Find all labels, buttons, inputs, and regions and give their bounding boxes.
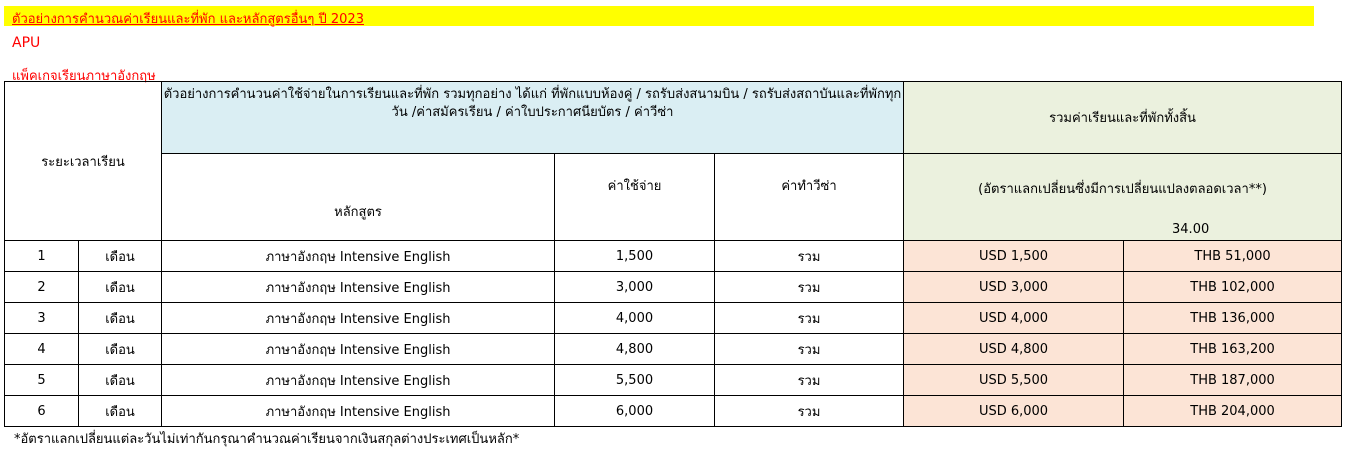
header-total: รวมค่าเรียนและที่พักทั้งสิ้น xyxy=(904,82,1342,154)
row-number: 2 xyxy=(5,272,79,303)
table-row xyxy=(5,396,1342,427)
row-visa: รวม xyxy=(715,303,904,334)
row-total-usd: USD 6,000 xyxy=(904,396,1124,427)
table-row xyxy=(5,272,1342,303)
footnote: *อัตราแลกเปลี่ยนแต่ละวันไม่เท่ากันกรุณาคำนวณค่าเรียนจากเงินสกุลต่างประเทศเป็นหลัก* xyxy=(14,432,520,447)
row-total-usd: USD 4,000 xyxy=(904,303,1124,334)
row-cost: 4,800 xyxy=(555,334,715,365)
row-course: ภาษาอังกฤษ Intensive English xyxy=(162,272,555,303)
row-number: 5 xyxy=(5,365,79,396)
row-total-thb: THB 204,000 xyxy=(1124,396,1342,427)
header-exchange-rate xyxy=(904,154,1342,241)
row-visa: รวม xyxy=(715,365,904,396)
row-number: 6 xyxy=(5,396,79,427)
table-row xyxy=(5,334,1342,365)
row-total-thb: THB 163,200 xyxy=(1124,334,1342,365)
row-course: ภาษาอังกฤษ Intensive English xyxy=(162,241,555,272)
row-cost: 4,000 xyxy=(555,303,715,334)
exchange-rate-note: (อัตราแลกเปลี่ยนซึ่งมีการเปลี่ยนแปลงตลอดเวลา**) xyxy=(978,182,1267,197)
table-row xyxy=(5,241,1342,272)
row-course: ภาษาอังกฤษ Intensive English xyxy=(162,303,555,334)
header-course xyxy=(162,154,555,241)
title-bar xyxy=(4,6,1314,26)
header-duration: ระยะเวลาเรียน xyxy=(5,82,162,241)
row-cost: 6,000 xyxy=(555,396,715,427)
header-cost xyxy=(555,154,715,241)
row-unit: เดือน xyxy=(79,365,162,396)
row-total-usd: USD 4,800 xyxy=(904,334,1124,365)
row-visa: รวม xyxy=(715,334,904,365)
cost-table xyxy=(4,81,1342,427)
row-course: ภาษาอังกฤษ Intensive English xyxy=(162,334,555,365)
row-unit: เดือน xyxy=(79,303,162,334)
row-total-usd: USD 1,500 xyxy=(904,241,1124,272)
table-row xyxy=(5,303,1342,334)
header-cost-label: ค่าใช้จ่าย xyxy=(607,178,662,194)
row-number: 4 xyxy=(5,334,79,365)
row-cost: 5,500 xyxy=(555,365,715,396)
row-total-usd: USD 3,000 xyxy=(904,272,1124,303)
row-number: 1 xyxy=(5,241,79,272)
header-description: ตัวอย่างการคำนวนค่าใช้จ่ายในการเรียนและที่พัก รวมทุกอย่าง ได้แก่ ที่พักแบบห้องคู่ / รถรับส่งสนามบิน / รถรับส่งสถาบันและที่พักทุกวัน /ค่าสมัครเรียน / ค่าใบประกาศนียบัตร / ค่าวีซ่า xyxy=(162,82,904,154)
row-total-thb: THB 51,000 xyxy=(1124,241,1342,272)
row-cost: 1,500 xyxy=(555,241,715,272)
row-visa: รวม xyxy=(715,241,904,272)
package-label: แพ็คเกจเรียนภาษาอังกฤษ xyxy=(12,69,156,84)
row-unit: เดือน xyxy=(79,396,162,427)
row-total-thb: THB 136,000 xyxy=(1124,303,1342,334)
row-course: ภาษาอังกฤษ Intensive English xyxy=(162,365,555,396)
row-course: ภาษาอังกฤษ Intensive English xyxy=(162,396,555,427)
row-number: 3 xyxy=(5,303,79,334)
header-course-label: หลักสูตร xyxy=(334,204,382,220)
row-visa: รวม xyxy=(715,272,904,303)
row-total-thb: THB 187,000 xyxy=(1124,365,1342,396)
table-body xyxy=(5,241,1342,427)
row-unit: เดือน xyxy=(79,241,162,272)
row-visa: รวม xyxy=(715,396,904,427)
row-cost: 3,000 xyxy=(555,272,715,303)
row-total-usd: USD 5,500 xyxy=(904,365,1124,396)
exchange-rate-value: 34.00 xyxy=(1172,222,1210,237)
school-name: APU xyxy=(12,35,41,51)
header-visa-label: ค่าทำวีซ่า xyxy=(781,178,837,194)
table-row xyxy=(5,365,1342,396)
row-unit: เดือน xyxy=(79,334,162,365)
row-total-thb: THB 102,000 xyxy=(1124,272,1342,303)
header-visa xyxy=(715,154,904,241)
row-unit: เดือน xyxy=(79,272,162,303)
page-title: ตัวอย่างการคำนวณค่าเรียนและที่พัก และหลักสูตรอื่นๆ ปี 2023 xyxy=(12,12,364,27)
